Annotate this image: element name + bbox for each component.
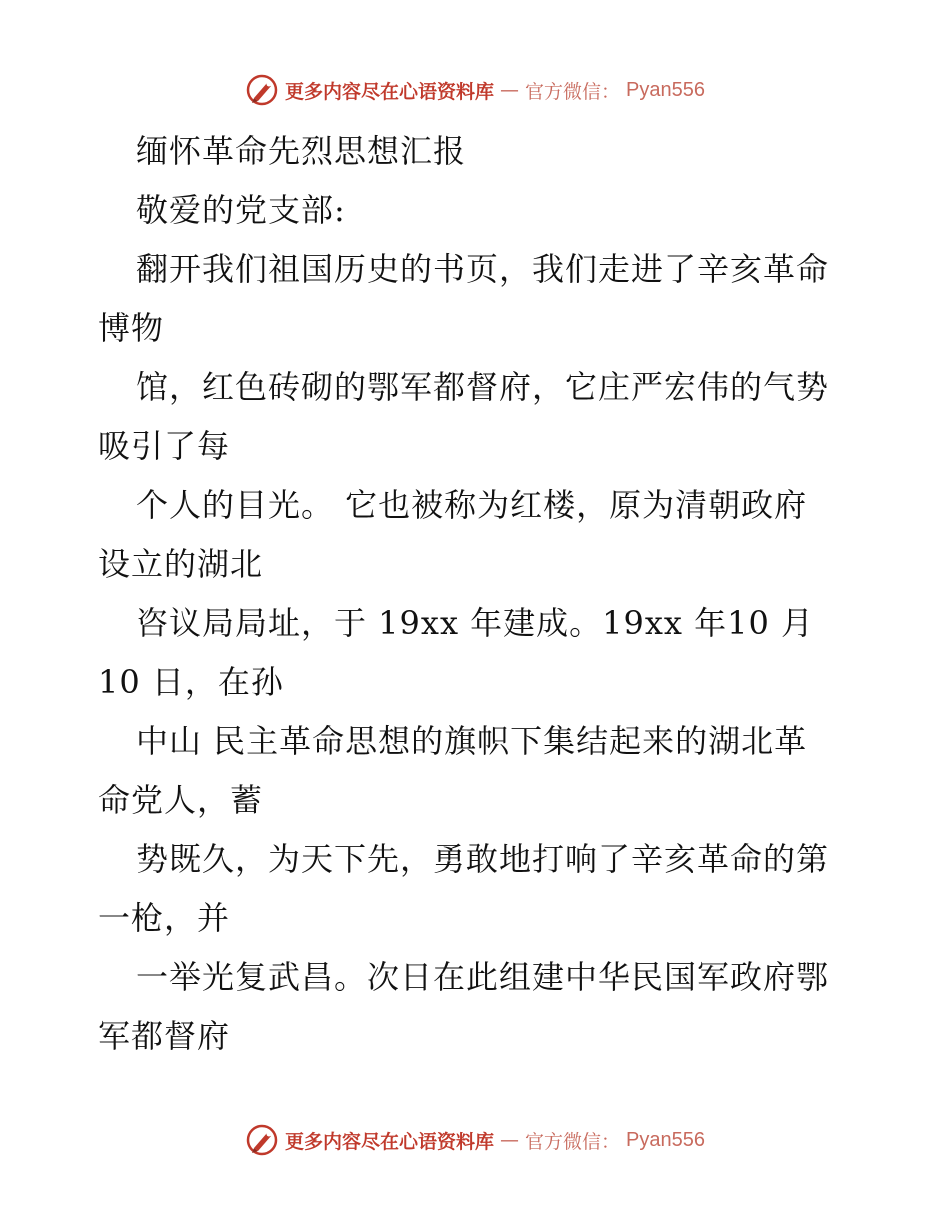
text-line: 馆，红色砖砌的鄂军都督府，它庄严宏伟的气势 [136, 368, 830, 406]
text-line: 势既久，为天下先，勇敢地打响了辛亥革命的第 [136, 840, 830, 878]
watermark-separator: — [500, 1129, 520, 1151]
text-line: 中山 民主革命思想的旗帜下集结起来的湖北革 [136, 722, 808, 760]
text-line: 设立的湖北 [98, 545, 264, 583]
header-watermark [0, 70, 950, 110]
text-line: 军都督府 [98, 1017, 231, 1055]
text-line: 一枪，并 [98, 899, 231, 937]
text-line: 个人的目光。 它也被称为红楼，原为清朝政府 [136, 486, 808, 524]
watermark-brand: 更多内容尽在心语资料库 [285, 80, 495, 103]
text-line: 命党人，蓄 [98, 781, 264, 819]
footer-watermark [0, 1120, 950, 1160]
watermark-brand: 更多内容尽在心语资料库 [285, 1130, 495, 1153]
pen-logo-icon [245, 1123, 279, 1157]
text-line: 咨议局局址，于 19xx 年建成。19xx 年10 月 [136, 604, 815, 642]
text-line: 翻开我们祖国历史的书页，我们走进了辛亥革命 [136, 250, 830, 288]
text-line: 吸引了每 [98, 427, 231, 465]
text-line: 博物 [98, 309, 165, 347]
document-salutation: 敬爱的党支部: [136, 191, 346, 229]
watermark-separator: — [500, 79, 520, 101]
text-line: 一举光复武昌。次日在此组建中华民国军政府鄂 [136, 958, 830, 996]
document-title: 缅怀革命先烈思想汇报 [136, 132, 467, 170]
text-line: 10 日，在孙 [98, 663, 284, 701]
document-paragraph [98, 240, 858, 1066]
pen-logo-icon [245, 73, 279, 107]
watermark-label: 官方微信： [525, 1130, 621, 1153]
watermark-wechat-id: Pyan556 [626, 78, 705, 101]
document-body [98, 122, 858, 1066]
watermark-label: 官方微信： [525, 80, 621, 103]
watermark-wechat-id: Pyan556 [626, 1128, 705, 1151]
